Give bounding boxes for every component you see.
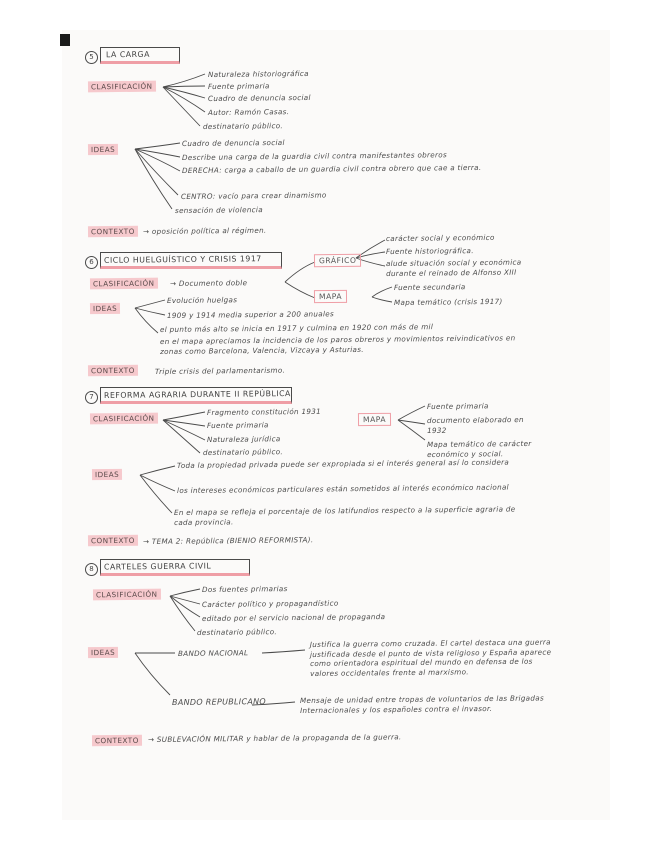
section-8-bando-nacional-text: Justifica la guerra como cruzada. El cartel destaca una guerra justificada desde el punto de vista religioso y España aparece como orientadora espiritual del mundo en defensa de los valores occidentales frente al marxismo. xyxy=(309,637,552,678)
section-6-grafico-item: Fuente historiográfica. xyxy=(385,246,474,256)
section-5-idea: sensación de violencia xyxy=(174,205,263,215)
section-7-idea: En el mapa se refleja el porcentaje de los latifundios respecto a la superficie agraria de cada provincia. xyxy=(173,504,516,527)
section-8-clasificacion-item: Carácter político y propagandístico xyxy=(201,598,339,609)
section-6-clasificacion-item: → Documento doble xyxy=(169,278,248,288)
section-7-mapa-item: documento elaborado en 1932 xyxy=(426,414,524,435)
section-5-ideas-label: IDEAS xyxy=(88,144,118,155)
section-8-clasificacion-label: CLASIFICACIÓN xyxy=(93,589,161,601)
section-6-mapa-item: Mapa temático (crisis 1917) xyxy=(393,296,503,307)
section-5-contexto: → oposición política al régimen. xyxy=(142,225,267,236)
section-5-number: 5 xyxy=(85,51,98,64)
section-7-mapa-item: Fuente primaria xyxy=(426,401,489,411)
section-6-idea: 1909 y 1914 media superior a 200 anuales xyxy=(166,309,335,320)
section-5-clasificacion-item: Naturaleza historiográfica xyxy=(207,68,309,79)
section-5-clasificacion-item: destinatario público. xyxy=(202,121,284,131)
section-5-idea: Cuadro de denuncia social xyxy=(181,137,285,148)
section-8-number: 8 xyxy=(85,563,98,576)
section-7-idea: Toda la propiedad privada puede ser expropiada si el interés general así lo considera xyxy=(176,457,510,470)
section-8-clasificacion-item: editado por el servicio nacional de propaganda xyxy=(201,612,386,623)
section-6-ideas-label: IDEAS xyxy=(90,303,120,314)
section-6-idea: el punto más alto se inicia en 1917 y culmina en 1920 con más de mil xyxy=(159,322,434,334)
section-5-clasificacion-item: Autor: Ramón Casas. xyxy=(207,107,290,117)
section-8-clasificacion-item: destinatario público. xyxy=(196,627,278,637)
section-8-bando-republicano-text: Mensaje de unidad entre tropas de voluntarios de las Brigadas Internacionales y los españoles contra el invasor. xyxy=(299,693,545,715)
section-7-clasificacion-item: Naturaleza jurídica xyxy=(206,434,281,444)
section-7-ideas-label: IDEAS xyxy=(92,469,122,480)
section-7-number: 7 xyxy=(85,391,98,404)
section-7-clasificacion-item: Fuente primaria xyxy=(206,420,269,430)
section-5-title: LA CARGA xyxy=(105,49,150,60)
section-5-contexto-label: CONTEXTO xyxy=(88,226,138,238)
section-6-grafico-item: carácter social y económico xyxy=(385,232,495,243)
section-6-grafico-item: alude situación social y económica durante el reinado de Alfonso XIII xyxy=(385,257,522,278)
section-7-mapa-item: Mapa temático de carácter económico y social. xyxy=(426,438,532,459)
section-6-title: CICLO HUELGUÍSTICO Y CRISIS 1917 xyxy=(103,254,262,265)
section-7-idea: los intereses económicos particulares están sometidos al interés económico nacional xyxy=(176,482,509,495)
section-5-clasificacion-item: Cuadro de denuncia social xyxy=(207,92,311,103)
section-8-contexto: → SUBLEVACIÓN MILITAR y hablar de la propaganda de la guerra. xyxy=(147,732,402,744)
section-6-mapa-box: MAPA xyxy=(314,290,347,303)
section-6-idea: en el mapa apreciamos la incidencia de los paros obreros y movimientos reivindicativos en zonas como Barcelona, Valencia, Vizcaya y Asturias. xyxy=(159,333,516,356)
section-6-contexto-label: CONTEXTO xyxy=(88,365,138,377)
section-8-contexto-label: CONTEXTO xyxy=(92,735,142,747)
section-6-contexto: Triple crisis del parlamentarismo. xyxy=(154,365,286,376)
section-7-contexto: → TEMA 2: República (BIENIO REFORMISTA). xyxy=(142,535,314,546)
section-7-clasificacion-item: Fragmento constitución 1931 xyxy=(206,406,321,417)
section-5-idea: Describe una carga de la guardia civil contra manifestantes obreros xyxy=(181,150,448,162)
section-7-contexto-label: CONTEXTO xyxy=(88,535,138,547)
section-8-bando-republicano-label: BANDO REPUBLICANO xyxy=(171,697,267,707)
section-8-bando-nacional-label: BANDO NACIONAL xyxy=(177,648,249,658)
section-5-idea: DERECHA: carga a caballo de un guardia civil contra obrero que cae a tierra. xyxy=(181,162,482,175)
section-8-title: CARTELES GUERRA CIVIL xyxy=(103,561,212,572)
section-5-clasificacion-label: CLASIFICACIÓN xyxy=(88,81,156,93)
section-8-clasificacion-item: Dos fuentes primarias xyxy=(201,584,288,594)
section-6-clasificacion-label: CLASIFICACIÓN xyxy=(90,278,158,290)
section-6-grafico-box: GRÁFICO xyxy=(314,254,362,267)
section-7-clasificacion-label: CLASIFICACIÓN xyxy=(90,413,158,425)
section-5-idea: CENTRO: vacío para crear dinamismo xyxy=(180,190,327,201)
section-8-ideas-label: IDEAS xyxy=(88,647,118,658)
section-7-title: REFORMA AGRARIA DURANTE II REPÚBLICA xyxy=(103,389,291,400)
section-7-mapa-box: MAPA xyxy=(358,413,391,426)
section-5-clasificacion-item: Fuente primaria xyxy=(207,81,270,91)
section-7-clasificacion-item: destinatario público. xyxy=(202,447,284,457)
section-6-number: 6 xyxy=(85,256,98,269)
section-6-idea: Evolución huelgas xyxy=(166,295,238,305)
section-6-mapa-item: Fuente secundaria xyxy=(393,282,466,292)
